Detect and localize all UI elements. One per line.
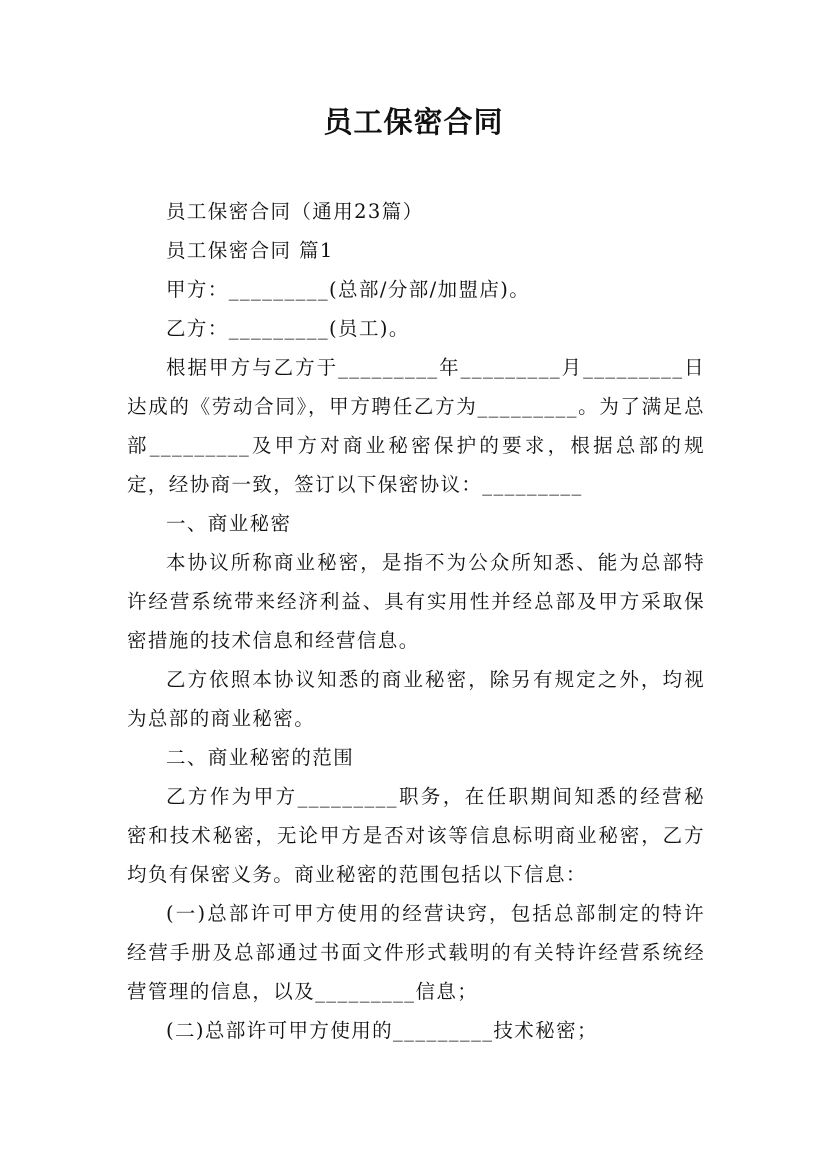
party-b-line: 乙方：_________(员工)。 [166,317,410,340]
preamble-paragraph: 根据甲方与乙方于_________年_________月_________日达成的《劳动合同》，甲方聘任乙方为_________。为了满足总部_________及甲方对商业秘密保护的要求，根据总部的规定，经协商一致，签订以下保密协议：_________ [127,356,705,496]
document-body [127,192,705,1050]
clause-heading-1: 一、商业秘密 [166,512,292,535]
clause-paragraph: 本协议所称商业秘密，是指不为公众所知悉、能为总部特许经营系统带来经济利益、具有实用性并经总部及甲方采取保密措施的技术信息和经营信息。 [127,551,705,652]
clause-heading-2: 二、商业秘密的范围 [166,746,355,769]
party-a-line: 甲方：_________(总部/分部/加盟店)。 [166,278,531,301]
clause-paragraph: 乙方依照本协议知悉的商业秘密，除另有规定之外，均视为总部的商业秘密。 [127,668,705,730]
clause-paragraph: 乙方作为甲方_________职务，在任职期间知悉的经营秘密和技术秘密，无论甲方是否对该等信息标明商业秘密，乙方均负有保密义务。商业秘密的范围包括以下信息： [127,785,705,886]
clause-item: (一)总部许可甲方使用的经营诀窍，包括总部制定的特许经营手册及总部通过书面文件形式载明的有关特许经营系统经营管理的信息，以及_________信息； [127,902,705,1003]
clause-item: (二)总部许可甲方使用的_________技术秘密； [166,1019,598,1042]
subtitle-line: 员工保密合同（通用23篇） [166,200,424,223]
section-heading: 员工保密合同 篇1 [166,239,334,262]
document-title: 员工保密合同 [323,105,504,139]
